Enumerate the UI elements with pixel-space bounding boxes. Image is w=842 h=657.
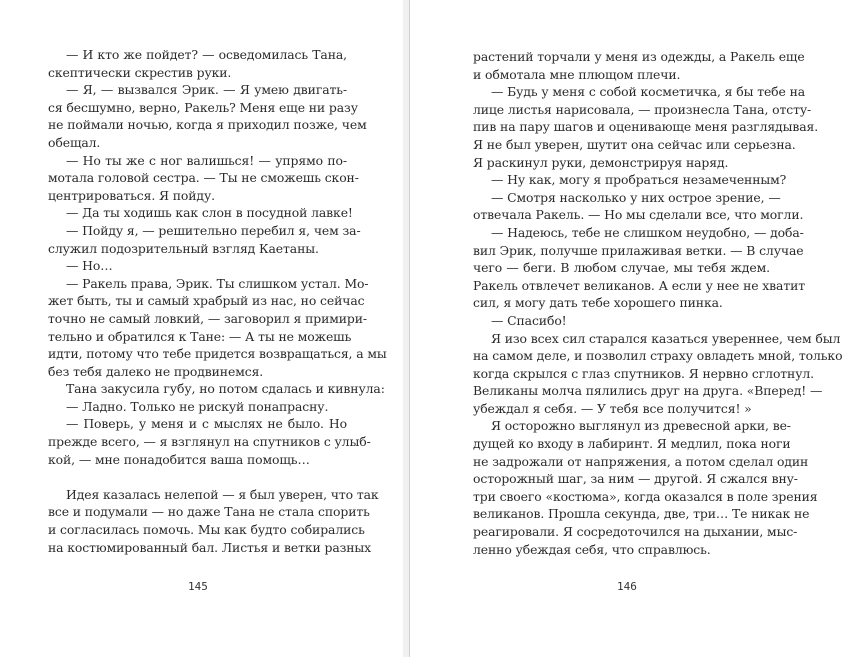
text-line: служил подозрительный взгляд Каетаны. <box>48 240 319 256</box>
text-line: Я не был уверен, шутит она сейчас или серьезна. <box>473 136 796 152</box>
text-line: отвечала Ракель. — Но мы сделали все, что могли. <box>473 207 804 223</box>
text-line: — Спасибо! <box>491 312 567 328</box>
text-line: Я изо всех сил старался казаться увереннее, чем был <box>491 330 841 346</box>
text-line: — И кто же пойдет? — осведомилась Тана, <box>66 47 347 62</box>
text-line: обещал. <box>48 134 101 150</box>
paragraph <box>473 330 842 418</box>
text-line: пив на пару шагов и оценивающе меня разглядывая. <box>473 119 819 135</box>
text-line: — Но… <box>66 258 113 274</box>
paragraph <box>473 224 806 312</box>
page-number-right: 146 <box>617 580 637 593</box>
text-line: прежде всего, — я взглянул на спутников с улыб- <box>48 434 371 450</box>
paragraph <box>48 222 361 257</box>
text-line: мотала головой сестра. — Ты не сможешь скон- <box>48 170 359 186</box>
paragraph <box>473 48 805 83</box>
text-line: чего — беги. В любом случае, мы тебя ждем. <box>473 260 770 276</box>
text-line: идти, потому что тебе придется возвращаться, а мы <box>48 346 387 362</box>
text-line: жет быть, ты и самый храбрый из нас, но сейчас <box>48 293 365 309</box>
text-line: когда скрылся с глаз спутников. Я нервно сглотнул. <box>473 365 815 381</box>
text-line: сил, я могу дать тебе хорошего пинка. <box>473 295 723 311</box>
left-page <box>0 0 404 657</box>
paragraph <box>48 204 353 222</box>
text-line: дущей ко входу в лабиринт. Я медлил, пока ноги <box>473 436 791 452</box>
text-line: вил Эрик, получше прилаживая ветки. — В случае <box>473 242 804 258</box>
text-line: центрироваться. Я пойду. <box>48 187 215 203</box>
text-line: на костюмированный бал. Листья и ветки разных <box>48 539 372 555</box>
paragraph <box>473 189 804 224</box>
text-line: Тана закусила губу, но потом сдалась и кивнула: <box>66 381 385 397</box>
paragraph-break <box>48 468 347 486</box>
paragraph <box>48 415 371 468</box>
text-line: скептически скрестив руки. <box>48 64 232 80</box>
text-line: Я раскинул руки, демонстрируя наряд. <box>473 154 729 170</box>
text-line: без тебя далеко не продвинемся. <box>48 363 264 379</box>
text-line: на самом деле, и позволил страху овладеть мной, только <box>473 348 842 364</box>
text-line: все и подумали — но даже Тана не стала спорить <box>48 504 370 520</box>
text-line: Я осторожно выглянул из древесной арки, ве- <box>491 418 791 434</box>
text-line: осторожный шаг, за ним — другой. Я сжался вну- <box>473 471 798 487</box>
right-page-text <box>473 48 842 558</box>
text-line: кой, — мне понадобится ваша помощь… <box>48 451 310 467</box>
text-line: убеждал я себя. — У тебя все получится! » <box>473 400 752 416</box>
text-line: лице листья нарисовала, — произнесла Тана, отсту- <box>473 101 812 117</box>
text-line: и согласилась помочь. Мы как будто собирались <box>48 522 365 538</box>
text-line: не поймали ночью, когда я приходил позже, чем <box>48 117 367 133</box>
paragraph <box>48 81 367 151</box>
paragraph <box>48 46 347 81</box>
paragraph <box>48 486 379 556</box>
paragraph <box>48 152 359 205</box>
text-line: — Ракель права, Эрик. Ты слишком устал. Мо- <box>66 275 369 291</box>
left-page-text <box>48 46 387 556</box>
paragraph <box>473 417 818 558</box>
paragraph <box>473 83 819 171</box>
text-line: реагировали. Я сосредоточился на дыхании, мыс- <box>473 524 798 540</box>
paragraph <box>48 398 347 416</box>
text-line: — Ну как, могу я пробраться незамеченным? <box>491 172 787 188</box>
text-line: ленно убеждая себя, что справлюсь. <box>473 541 711 557</box>
paragraph <box>48 275 387 381</box>
text-line: великанов. Прошла секунда, две, три… Те никак не <box>473 506 810 522</box>
text-line: ся бесшумно, верно, Ракель? Меня еще ни разу <box>48 99 358 115</box>
right-page <box>409 0 842 657</box>
text-line: Великаны молча пялились друг на друга. «Вперед! — <box>473 383 823 399</box>
text-line: — Ладно. Только не рискуй понапрасну. <box>66 398 329 414</box>
text-line: — Да ты ходишь как слон в посудной лавке! <box>66 205 353 221</box>
paragraph <box>473 312 770 330</box>
text-line: растений торчали у меня из одежды, а Ракель еще <box>473 49 805 64</box>
text-line: Идея казалась нелепой — я был уверен, что так <box>66 486 379 502</box>
paragraph <box>473 171 787 189</box>
text-line: тельно и обратился к Тане: — А ты не можешь <box>48 328 352 344</box>
paragraph <box>48 380 385 398</box>
text-line: — Пойду я, — решительно перебил я, чем за- <box>66 222 361 238</box>
text-line: — Будь у меня с собой косметичка, я бы тебе на <box>491 84 806 100</box>
text-line: — Но ты же с ног валишься! — упрямо по- <box>66 152 347 168</box>
text-line: и обмотала мне плющом плечи. <box>473 66 681 82</box>
text-line: точно не самый ловкий, — заговорил я примири- <box>48 310 368 326</box>
text-line: — Поверь, у меня и с мыслях не было. Но <box>66 416 347 432</box>
text-line: — Я, — вызвался Эрик. — Я умею двигать- <box>66 82 347 98</box>
page-number-left: 145 <box>188 580 208 593</box>
text-line: Ракель отвлечет великанов. А если у нее не хватит <box>473 277 806 293</box>
paragraph <box>48 257 347 275</box>
text-line: — Смотря насколько у них острое зрение, — <box>491 189 781 205</box>
text-line: три своего «костюма», когда оказался в поле зрения <box>473 488 818 504</box>
text-line: — Надеюсь, тебе не слишком неудобно, — доба- <box>491 224 804 240</box>
text-line: не задрожали от напряжения, а потом сделал один <box>473 453 809 469</box>
